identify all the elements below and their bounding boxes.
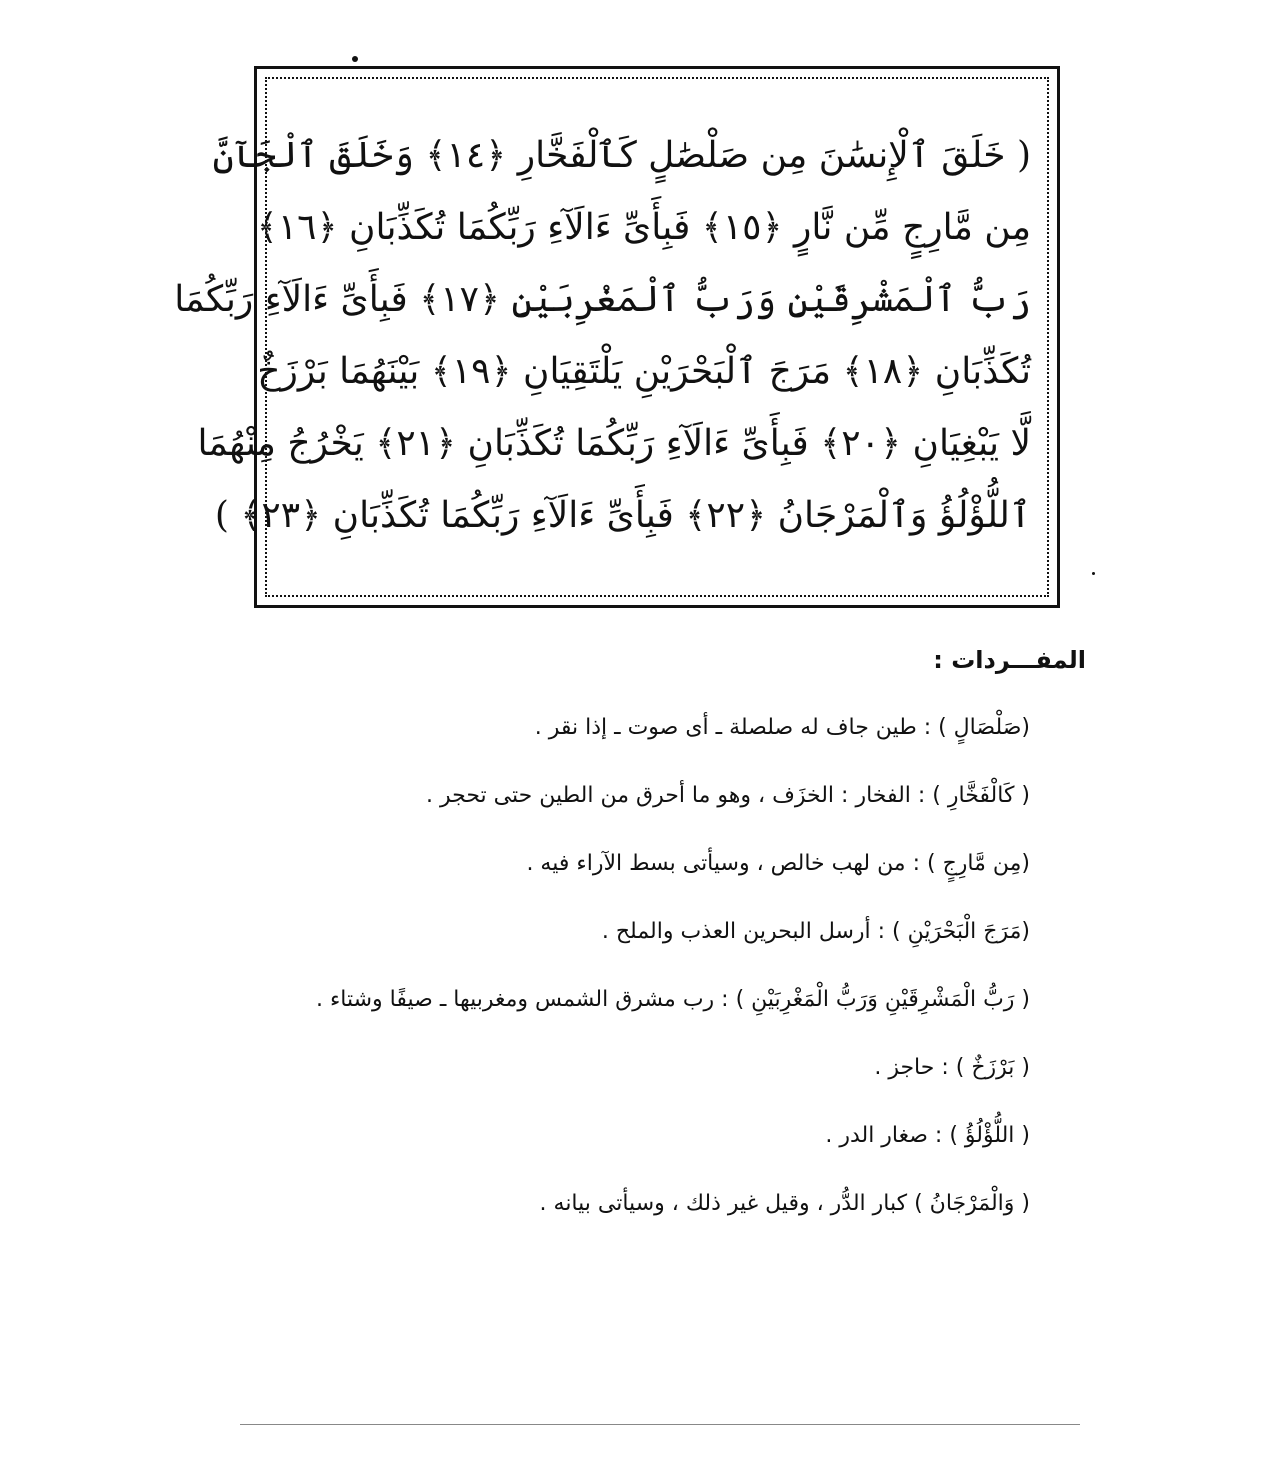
page-bottom-rule <box>240 1424 1080 1425</box>
vocab-item: ( كَالْفَخَّارِ ) : الفخار : الخزَف ، وهو ما أحرق من الطين حتى تحجر . <box>426 783 1030 808</box>
vocab-item: ( اللُّؤْلُؤُ ) : صغار الدر . <box>825 1123 1030 1148</box>
quran-verses <box>174 120 1031 552</box>
vocabulary-heading: المفـــردات : <box>933 646 1086 674</box>
verse-line-2: مِن مَّارِجٍ مِّن نَّارٍ ﴿١٥﴾ فَبِأَىِّ ءَالَآءِ رَبِّكُمَا تُكَذِّبَانِ ﴿١٦﴾ <box>256 207 1031 248</box>
verse-line-3: رَبُّ ٱلْمَشْرِقَيْنِ وَرَبُّ ٱلْمَغْرِبَيْنِ ﴿١٧﴾ فَبِأَىِّ ءَالَآءِ رَبِّكُمَا <box>174 279 1031 320</box>
vocab-item: (مِن مَّارِجٍ ) : من لهب خالص ، وسيأتى بسط الآراء فيه . <box>526 851 1030 876</box>
ink-dot <box>1092 572 1095 575</box>
vocab-item: (صَلْصَالٍ ) : طين جاف له صلصلة ـ أى صوت ـ إذا نقر . <box>534 715 1030 740</box>
vocab-item: ( بَرْزَخٌ ) : حاجز . <box>874 1055 1030 1080</box>
ink-dot <box>352 56 358 62</box>
vocab-item: (مَرَجَ الْبَحْرَيْنِ ) : أرسل البحرين العذب والملح . <box>601 919 1030 944</box>
verse-line-5: لَّا يَبْغِيَانِ ﴿٢٠﴾ فَبِأَىِّ ءَالَآءِ رَبِّكُمَا تُكَذِّبَانِ ﴿٢١﴾ يَخْرُجُ مِنْهُمَا <box>197 423 1031 464</box>
vocab-item: ( وَالْمَرْجَانُ ) كبار الدُّر ، وقيل غير ذلك ، وسيأتى بيانه . <box>539 1191 1030 1216</box>
verse-line-1: ( خَلَقَ ٱلْإِنسَٰنَ مِن صَلْصَٰلٍ كَٱلْفَخَّارِ ﴿١٤﴾ وَخَلَقَ ٱلْجَآنَّ <box>212 135 1031 176</box>
verse-line-6: ٱللُّؤْلُؤُ وَٱلْمَرْجَانُ ﴿٢٢﴾ فَبِأَىِّ ءَالَآءِ رَبِّكُمَا تُكَذِّبَانِ ﴿٢٣﴾ ) <box>214 495 1031 536</box>
vocab-item: ( رَبُّ الْمَشْرِقَيْنِ وَرَبُّ الْمَغْرِبَيْنِ ) : رب مشرق الشمس ومغربيها ـ صيفًا وشتاء . <box>315 987 1030 1012</box>
vocabulary-list <box>250 704 1030 1248</box>
verse-line-4: تُكَذِّبَانِ ﴿١٨﴾ مَرَجَ ٱلْبَحْرَيْنِ يَلْتَقِيَانِ ﴿١٩﴾ بَيْنَهُمَا بَرْزَخٌ <box>257 351 1031 392</box>
